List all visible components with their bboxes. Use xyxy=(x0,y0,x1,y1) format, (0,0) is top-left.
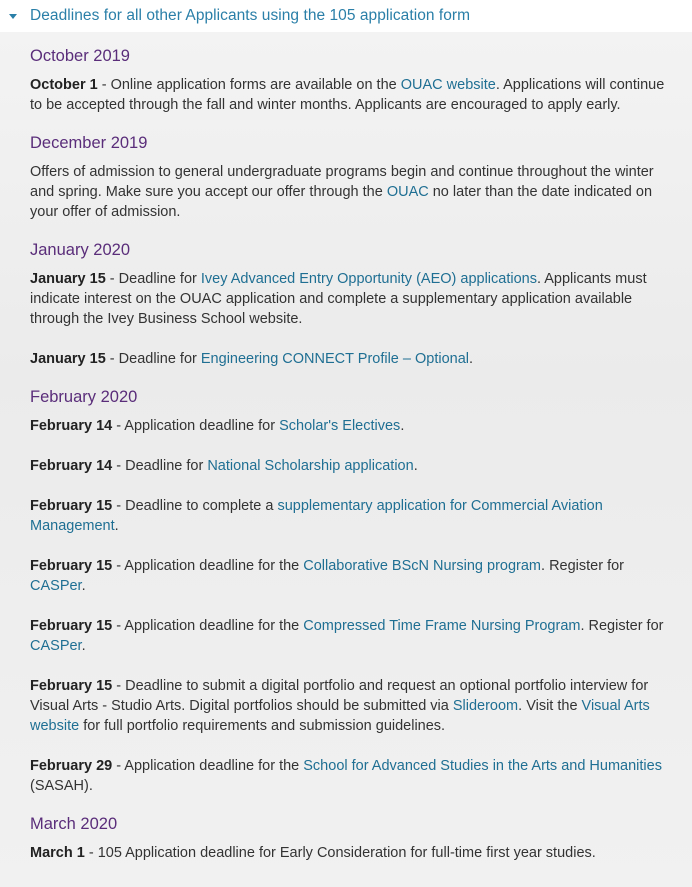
link-bscn-nursing[interactable]: Collaborative BScN Nursing program xyxy=(303,558,542,574)
deadline-entry xyxy=(30,162,670,222)
deadline-entry xyxy=(30,416,670,436)
link-ivey-aeo[interactable]: Ivey Advanced Entry Opportunity (AEO) applications xyxy=(200,271,537,287)
deadline-section xyxy=(30,46,670,115)
entry-text: . xyxy=(413,458,418,474)
entry-text: . Applications will continue to be accepted through the fall and winter months. Applicants are encouraged to apply early. xyxy=(30,77,665,113)
deadline-date: January 15 xyxy=(30,351,106,367)
deadline-entry xyxy=(30,616,670,656)
accordion-title[interactable]: Deadlines for all other Applicants using the 105 application form xyxy=(30,7,471,24)
link-casper[interactable]: CASPer xyxy=(30,638,82,654)
entry-text: Offers of admission to general undergraduate programs begin and continue throughout the winter and spring. Make sure you accept our offer through the xyxy=(30,164,654,200)
deadline-date: January 15 xyxy=(30,271,106,287)
entry-text: - 105 Application deadline for Early Consideration for full-time first year studies. xyxy=(84,845,596,861)
entry-text: no later than the date indicated on your offer of admission. xyxy=(30,184,653,220)
section-heading: March 2020 xyxy=(30,815,118,833)
link-visual-arts-website[interactable]: Visual Arts website xyxy=(30,698,650,734)
deadline-entry xyxy=(30,843,670,863)
accordion-header[interactable] xyxy=(0,0,692,32)
deadline-date: March 1 xyxy=(30,845,85,861)
link-scholars-electives[interactable]: Scholar's Electives xyxy=(279,418,401,434)
entry-text: . xyxy=(81,638,86,654)
caret-down-icon[interactable] xyxy=(9,14,17,19)
entry-text: - Deadline to complete a xyxy=(112,498,278,514)
entry-text: . xyxy=(114,518,119,534)
entry-text: . Visit the xyxy=(518,698,582,714)
entry-text: - Deadline for xyxy=(105,271,201,287)
deadline-date: February 15 xyxy=(30,618,113,634)
entry-text: - Deadline to submit a digital portfolio and request an optional portfolio interview for Visual Arts - Studio Arts. Digital portfolios should be submitted via xyxy=(30,678,649,714)
entry-text: . xyxy=(469,351,474,367)
deadline-date: February 15 xyxy=(30,678,113,694)
deadline-section xyxy=(30,814,670,863)
deadline-date: February 29 xyxy=(30,758,113,774)
deadline-entry xyxy=(30,75,670,115)
link-ouac-website[interactable]: OUAC website xyxy=(400,77,496,93)
entry-text: - Application deadline for the xyxy=(112,758,304,774)
entry-text: - Deadline for xyxy=(105,351,201,367)
entry-text: - Online application forms are available on the xyxy=(97,77,401,93)
link-slideroom[interactable]: Slideroom xyxy=(452,698,519,714)
deadline-entry xyxy=(30,556,670,596)
entry-text: for full portfolio requirements and submission guidelines. xyxy=(79,718,446,734)
deadline-entry xyxy=(30,349,670,369)
link-casper[interactable]: CASPer xyxy=(30,578,82,594)
link-aviation-supplementary[interactable]: supplementary application for Commercial Aviation Management xyxy=(30,498,603,534)
accordion-content xyxy=(0,32,692,887)
entry-text: . xyxy=(81,578,86,594)
deadline-date: February 15 xyxy=(30,558,113,574)
deadline-section xyxy=(30,387,670,796)
entry-text: - Deadline for xyxy=(112,458,208,474)
deadline-section xyxy=(30,240,670,369)
deadline-entry xyxy=(30,496,670,536)
link-ouac[interactable]: OUAC xyxy=(386,184,429,200)
deadline-date: October 1 xyxy=(30,77,98,93)
deadline-date: February 15 xyxy=(30,498,113,514)
entry-text: - Application deadline for the xyxy=(112,558,304,574)
link-sasah[interactable]: School for Advanced Studies in the Arts and Humanities xyxy=(303,758,662,774)
section-heading: January 2020 xyxy=(30,241,130,259)
section-heading: October 2019 xyxy=(30,47,130,65)
entry-text: . Register for xyxy=(580,618,664,634)
entry-text: . xyxy=(400,418,405,434)
deadline-entry xyxy=(30,676,670,736)
entry-text: . Applicants must indicate interest on the OUAC application and complete a supplementary application available through the Ivey Business School website. xyxy=(30,271,647,327)
entry-text: - Application deadline for xyxy=(112,418,280,434)
deadline-entry xyxy=(30,756,670,796)
deadline-date: February 14 xyxy=(30,418,113,434)
entry-text: . Register for xyxy=(541,558,625,574)
link-engineering-connect[interactable]: Engineering CONNECT Profile – Optional xyxy=(200,351,469,367)
deadline-entry xyxy=(30,456,670,476)
deadline-date: February 14 xyxy=(30,458,113,474)
deadline-entry xyxy=(30,269,670,329)
link-compressed-nursing[interactable]: Compressed Time Frame Nursing Program xyxy=(303,618,581,634)
section-heading: December 2019 xyxy=(30,134,148,152)
entry-text: - Application deadline for the xyxy=(112,618,304,634)
section-heading: February 2020 xyxy=(30,388,138,406)
link-national-scholarship[interactable]: National Scholarship application xyxy=(207,458,414,474)
entry-text: (SASAH). xyxy=(30,778,93,794)
deadline-section xyxy=(30,133,670,222)
